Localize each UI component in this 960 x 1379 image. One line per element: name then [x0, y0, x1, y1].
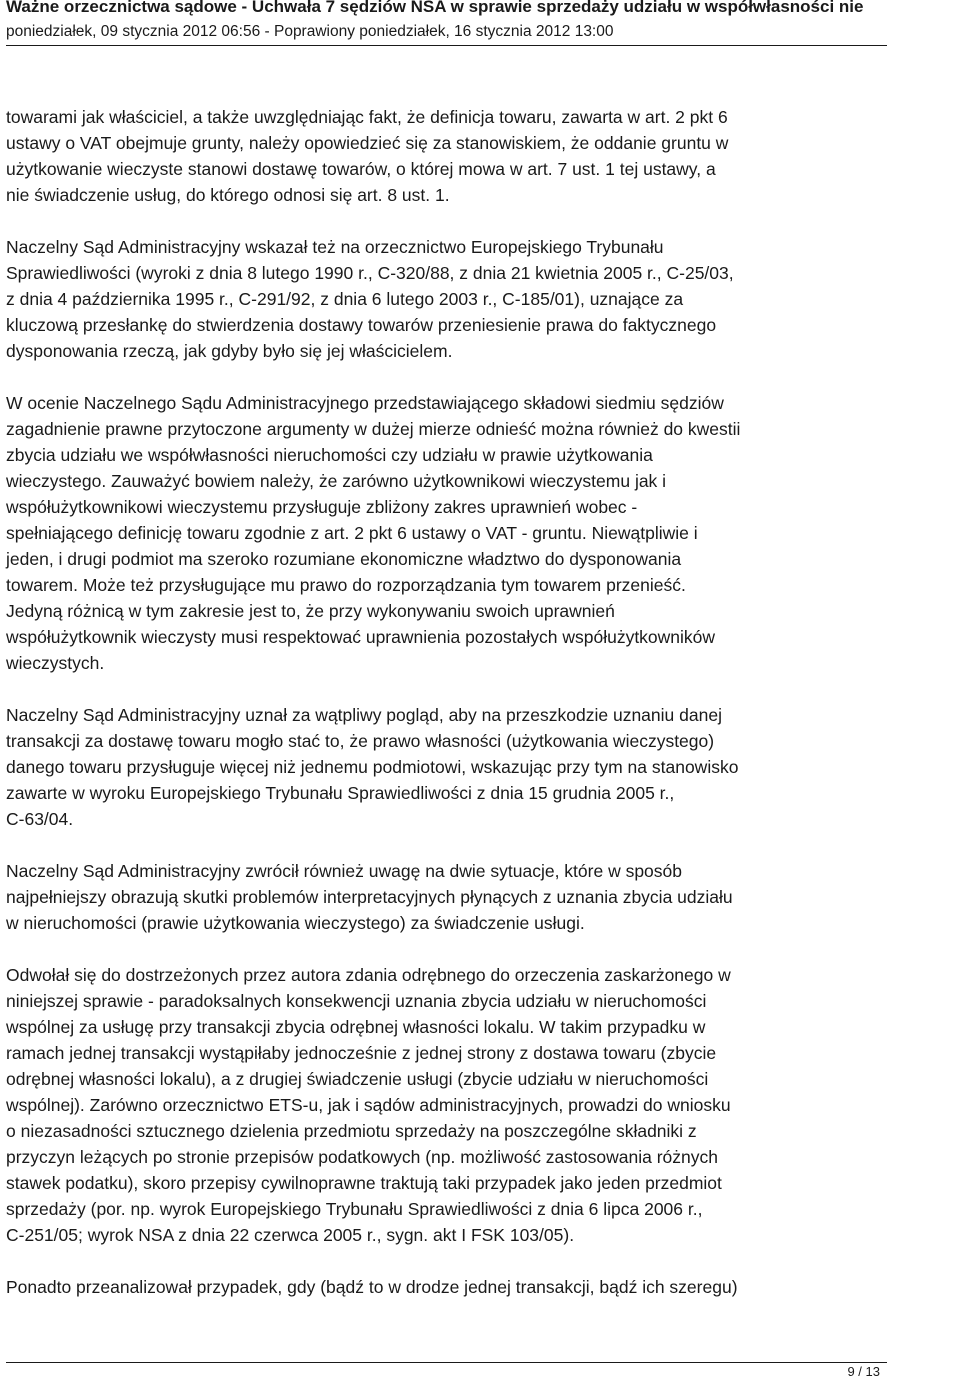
- text-line: C-63/04.: [6, 809, 74, 829]
- paragraph: [6, 858, 906, 936]
- text-line: stawek podatku), skoro przepisy cywilnoprawne traktują taki przypadek jako jeden przedmiot: [6, 1173, 722, 1193]
- text-line: przyczyn leżących po stronie przepisów podatkowych (np. możliwość zastosowania różnych: [6, 1147, 718, 1167]
- text-line: Naczelny Sąd Administracyjny uznał za wątpliwy pogląd, aby na przeszkodzie uznaniu danej: [6, 705, 722, 725]
- text-line: Sprawiedliwości (wyroki z dnia 8 lutego 1990 r., C-320/88, z dnia 21 kwietnia 2005 r., C-25/03,: [6, 263, 734, 283]
- text-line: ustawy o VAT obejmuje grunty, należy opowiedzieć się za stanowiskiem, że oddanie gruntu w: [6, 133, 729, 153]
- text-line: wspólnej za usługę przy transakcji zbycia odrębnej własności lokalu. W takim przypadku w: [6, 1017, 706, 1037]
- text-line: spełniającego definicję towaru zgodnie z art. 2 pkt 6 ustawy o VAT - gruntu. Niewątpliwie i: [6, 523, 698, 543]
- paragraph: [6, 702, 906, 832]
- text-line: o niezasadności sztucznego dzielenia przedmiotu sprzedaży na poszczególne składniki z: [6, 1121, 697, 1141]
- text-line: zawarte w wyroku Europejskiego Trybunału Sprawiedliwości z dnia 15 grudnia 2005 r.,: [6, 783, 675, 803]
- paragraph: [6, 390, 906, 676]
- text-line: jeden, i drugi podmiot ma szeroko rozumiane ekonomiczne władztwo do dysponowania: [6, 549, 682, 569]
- text-line: Ponadto przeanalizował przypadek, gdy (bądź to w drodze jednej transakcji, bądź ich szeregu): [6, 1277, 738, 1297]
- text-line: zbycia udziału we współwłasności nieruchomości czy udziału w prawie użytkowania: [6, 445, 653, 465]
- document-body: [6, 104, 906, 1326]
- text-line: sprzedaży (por. np. wyrok Europejskiego Trybunału Sprawiedliwości z dnia 6 lipca 2006 r.,: [6, 1199, 703, 1219]
- header-divider: [6, 45, 887, 46]
- text-line: współużytkownik wieczysty musi respektować uprawnienia pozostałych współużytkowników: [6, 627, 716, 647]
- document-subtitle: poniedziałek, 09 stycznia 2012 06:56 - Poprawiony poniedziałek, 16 stycznia 2012 13:00: [6, 23, 614, 40]
- text-line: Odwołał się do dostrzeżonych przez autora zdania odrębnego do orzeczenia zaskarżonego w: [6, 965, 731, 985]
- text-line: wspólnej). Zarówno orzecznictwo ETS-u, jak i sądów administracyjnych, prowadzi do wniosku: [6, 1095, 731, 1115]
- paragraph: [6, 104, 906, 208]
- text-line: nie świadczenie usług, do którego odnosi się art. 8 ust. 1.: [6, 185, 450, 205]
- text-line: z dnia 4 października 1995 r., C-291/92, z dnia 6 lutego 2003 r., C-185/01), uznające za: [6, 289, 684, 309]
- text-line: Naczelny Sąd Administracyjny wskazał też na orzecznictwo Europejskiego Trybunału: [6, 237, 664, 257]
- text-line: niniejszej sprawie - paradoksalnych konsekwencji uznania zbycia udziału w nieruchomości: [6, 991, 707, 1011]
- text-line: transakcji za dostawę towaru mogło stać to, że prawo własności (użytkowania wieczystego): [6, 731, 715, 751]
- text-line: użytkowanie wieczyste stanowi dostawę towarów, o której mowa w art. 7 ust. 1 tej ustawy, a: [6, 159, 716, 179]
- text-line: wieczystych.: [6, 653, 105, 673]
- text-line: odrębnej własności lokalu), a z drugiej świadczenie usługi (zbycie udziału w nieruchomości: [6, 1069, 709, 1089]
- paragraph: [6, 1274, 906, 1300]
- page-number: 9 / 13: [847, 1364, 880, 1379]
- text-line: towarami jak właściciel, a także uwzględniając fakt, że definicja towaru, zawarta w art. 2 pkt 6: [6, 107, 728, 127]
- text-line: zagadnienie prawne przytoczone argumenty w dużej mierze odnieść można również do kwestii: [6, 419, 741, 439]
- text-line: danego towaru przysługuje więcej niż jednemu podmiotowi, wskazując przy tym na stanowisko: [6, 757, 739, 777]
- document-title: Ważne orzecznictwa sądowe - Uchwała 7 sędziów NSA w sprawie sprzedaży udziału w współwłasności nie: [6, 0, 864, 16]
- paragraph: [6, 962, 906, 1248]
- text-line: towarem. Może też przysługujące mu prawo do rozporządzania tym towarem przenieść.: [6, 575, 686, 595]
- text-line: W ocenie Naczelnego Sądu Administracyjnego przedstawiającego składowi siedmiu sędziów: [6, 393, 724, 413]
- text-line: Jedyną różnicą w tym zakresie jest to, że przy wykonywaniu swoich uprawnień: [6, 601, 615, 621]
- text-line: Naczelny Sąd Administracyjny zwrócił również uwagę na dwie sytuacje, które w sposób: [6, 861, 682, 881]
- text-line: ramach jednej transakcji wystąpiłaby jednocześnie z jednej strony z dostawa towaru (zbycie: [6, 1043, 717, 1063]
- text-line: dysponowania rzeczą, jak gdyby było się jej właścicielem.: [6, 341, 453, 361]
- paragraph: [6, 234, 906, 364]
- text-line: kluczową przesłankę do stwierdzenia dostawy towarów przeniesienie prawa do faktycznego: [6, 315, 717, 335]
- footer-divider: [6, 1362, 887, 1363]
- text-line: wieczystego. Zauważyć bowiem należy, że zarówno użytkownikowi wieczystemu jak i: [6, 471, 667, 491]
- text-line: współużytkownikowi wieczystemu przysługuje zbliżony zakres uprawnień wobec -: [6, 497, 638, 517]
- text-line: C-251/05; wyrok NSA z dnia 22 czerwca 2005 r., sygn. akt I FSK 103/05).: [6, 1225, 575, 1245]
- text-line: najpełniejszy obrazują skutki problemów interpretacyjnych płynących z uznania zbycia udziału: [6, 887, 733, 907]
- document-header: [6, 0, 960, 42]
- text-line: w nieruchomości (prawie użytkowania wieczystego) za świadczenie usługi.: [6, 913, 585, 933]
